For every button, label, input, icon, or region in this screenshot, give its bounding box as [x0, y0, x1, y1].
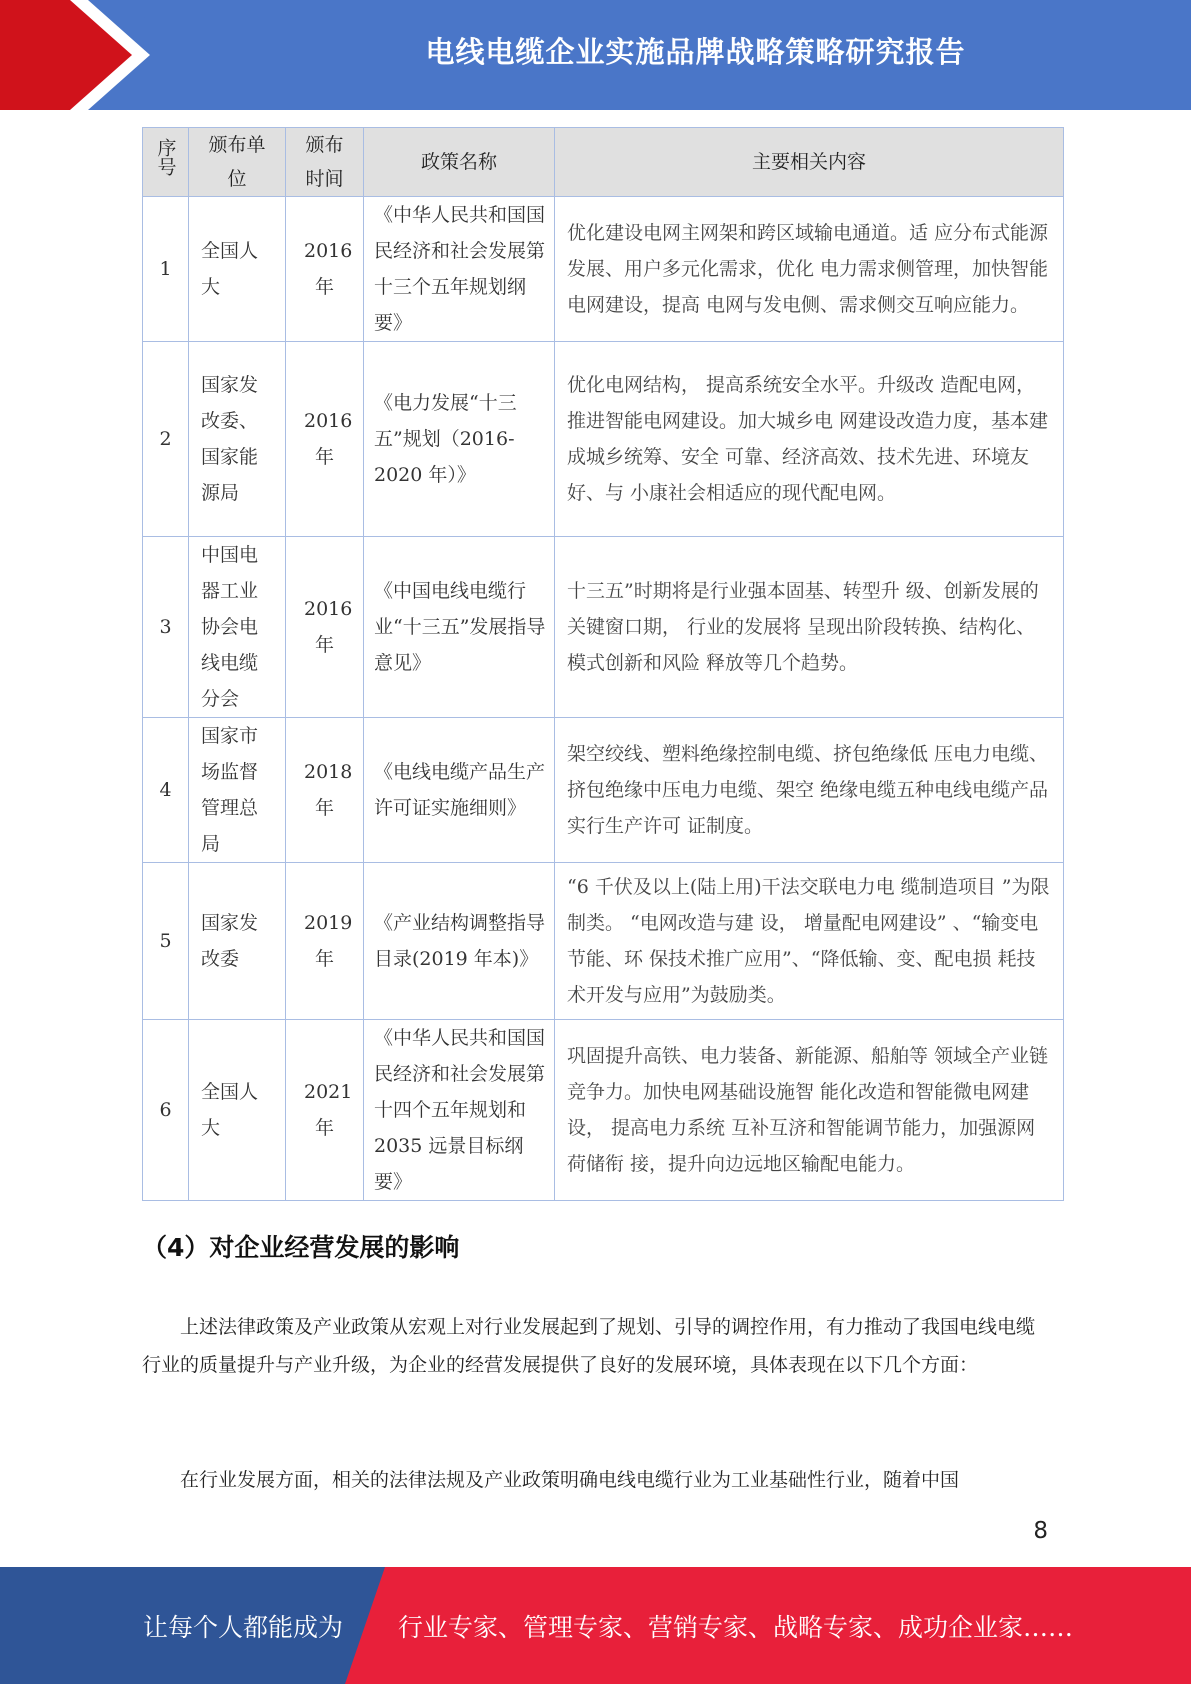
cell-serial: 6	[143, 1020, 189, 1201]
cell-content: 巩固提升高铁、电力装备、新能源、船舶等 领域全产业链竞争力。加快电网基础设施智 能化改造和智能微电网建设， 提高电力系统 互补互济和智能调节能力，加强源网荷储衔 接，提升向边远地区输配电能力。	[555, 1020, 1064, 1201]
cell-dept: 国家市场监督管理总局	[189, 718, 286, 863]
table-header-row	[143, 128, 1064, 197]
cell-content: 优化电网结构， 提高系统安全水平。升级改 造配电网， 推进智能电网建设。加大城乡电 网建设改造力度，基本建成城乡统筹、安全 可靠、经济高效、技术先进、环境友好、与 小康社会相适应的现代配电网。	[555, 342, 1064, 537]
header-policy-name: 政策名称	[364, 128, 555, 197]
cell-serial: 5	[143, 863, 189, 1020]
cell-content: “6 千伏及以上(陆上用)干法交联电力电 缆制造项目 ”为限制类。 “电网改造与建 设， 增量配电网建设” 、“输变电节能、环 保技术推广应用”、“降低输、变、配电损 耗技术开发与应用”为鼓励类。	[555, 863, 1064, 1020]
cell-policy-name: 《电线电缆产品生产许可证实施细则》	[364, 718, 555, 863]
footer-slogan-left: 让每个人都能成为	[143, 1612, 344, 1642]
cell-time: 2019 年	[286, 863, 364, 1020]
cell-content: 优化建设电网主网架和跨区域输电通道。适 应分布式能源发展、用户多元化需求，优化 电力需求侧管理，加快智能电网建设，提高 电网与发电侧、需求侧交互响应能力。	[555, 197, 1064, 342]
table-row	[143, 537, 1064, 718]
table-row	[143, 863, 1064, 1020]
page-number: 8	[1033, 1518, 1048, 1544]
cell-dept: 中国电器工业协会电线电缆分会	[189, 537, 286, 718]
cell-policy-name: 《中华人民共和国国民经济和社会发展第十三个五年规划纲要》	[364, 197, 555, 342]
header-serial: 序号	[143, 128, 189, 197]
table-row	[143, 342, 1064, 537]
header-time: 颁布时间	[286, 128, 364, 197]
cell-serial: 1	[143, 197, 189, 342]
cell-dept: 国家发改委、国家能源局	[189, 342, 286, 537]
table-row	[143, 197, 1064, 342]
cell-policy-name: 《产业结构调整指导目录(2019 年本)》	[364, 863, 555, 1020]
cell-serial: 4	[143, 718, 189, 863]
header-content: 主要相关内容	[555, 128, 1064, 197]
header-dept: 颁布单位	[189, 128, 286, 197]
cell-time: 2018 年	[286, 718, 364, 863]
table-row	[143, 1020, 1064, 1201]
header-arrow-graphic	[0, 0, 160, 110]
cell-dept: 全国人大	[189, 197, 286, 342]
cell-policy-name: 《中华人民共和国国民经济和社会发展第十四个五年规划和 2035 远景目标纲要》	[364, 1020, 555, 1201]
body-paragraph: 上述法律政策及产业政策从宏观上对行业发展起到了规划、引导的调控作用，有力推动了我国电线电缆行业的质量提升与产业升级，为企业的经营发展提供了良好的发展环境，具体表现在以下几个方面：	[142, 1316, 1036, 1376]
cell-content: 架空绞线、塑料绝缘控制电缆、挤包绝缘低 压电力电缆、挤包绝缘中压电力电缆、架空 绝缘电缆五种电线电缆产品实行生产许可 证制度。	[555, 718, 1064, 863]
section-heading: （4）对企业经营发展的影响	[142, 1233, 460, 1262]
cell-content: 十三五”时期将是行业强本固基、转型升 级、创新发展的关键窗口期， 行业的发展将 呈现出阶段转换、结构化、模式创新和风险 释放等几个趋势。	[555, 537, 1064, 718]
cell-serial: 3	[143, 537, 189, 718]
cell-time: 2016 年	[286, 342, 364, 537]
policy-table	[142, 127, 1064, 1201]
cell-policy-name: 《中国电线电缆行业“十三五”发展指导意见》	[364, 537, 555, 718]
header-title: 电线电缆企业实施品牌战略策略研究报告	[425, 34, 966, 69]
cell-time: 2016 年	[286, 197, 364, 342]
header-banner	[0, 0, 1191, 110]
table-row	[143, 718, 1064, 863]
cell-time: 2021 年	[286, 1020, 364, 1201]
cell-dept: 全国人大	[189, 1020, 286, 1201]
cell-policy-name: 《电力发展“十三五”规划（2016-2020 年）》	[364, 342, 555, 537]
footer-banner	[0, 1567, 1191, 1684]
footer-slogan-right: 行业专家、管理专家、营销专家、战略专家、成功企业家……	[398, 1612, 1074, 1642]
cell-dept: 国家发改委	[189, 863, 286, 1020]
cell-time: 2016 年	[286, 537, 364, 718]
cell-serial: 2	[143, 342, 189, 537]
body-paragraph: 在行业发展方面，相关的法律法规及产业政策明确电线电缆行业为工业基础性行业，随着中国	[180, 1469, 960, 1491]
